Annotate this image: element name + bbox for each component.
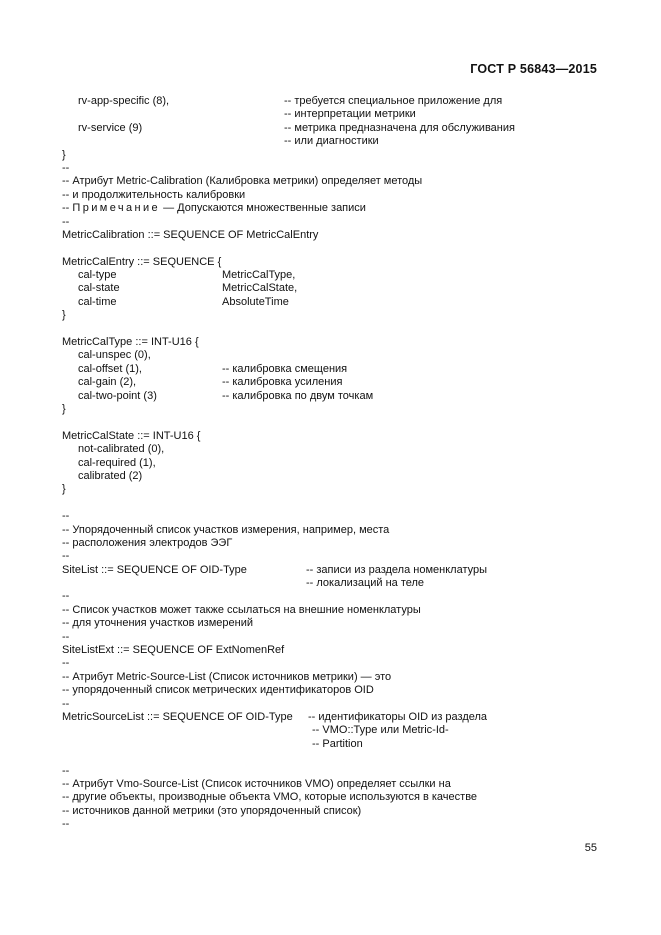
standard-header: ГОСТ Р 56843—2015 <box>470 62 597 76</box>
code-line <box>62 229 602 242</box>
code-line <box>62 778 602 791</box>
code-text: -- источников данной метрики (это упорядоченный список) <box>62 804 362 817</box>
code-line <box>62 175 602 188</box>
code-text: -- <box>62 697 70 710</box>
code-line <box>62 711 602 724</box>
code-line <box>62 269 602 282</box>
code-comment: -- калибровка по двум точкам <box>222 389 374 402</box>
code-text: cal-offset (1), <box>78 362 142 375</box>
code-comment: -- Partition <box>312 737 363 750</box>
code-text: -- для уточнения участков измерений <box>62 617 253 630</box>
code-line <box>62 457 602 470</box>
code-line <box>62 216 602 229</box>
code-text: cal-gain (2), <box>78 376 137 389</box>
code-line <box>62 336 602 349</box>
code-line <box>62 724 602 737</box>
code-comment: -- требуется специальное приложение для <box>284 95 503 107</box>
code-text: -- Атрибут Metric-Calibration (Калибровка метрики) определяет методы <box>62 175 423 188</box>
code-listing <box>62 95 602 831</box>
page-number: 55 <box>584 842 597 854</box>
code-line <box>62 242 602 255</box>
code-line <box>62 550 602 563</box>
code-text: -- Атрибут Vmo-Source-List (Список источников VMO) определяет ссылки на <box>62 777 451 790</box>
code-text: MetricCalibration ::= SEQUENCE OF MetricCalEntry <box>62 228 319 241</box>
code-line <box>62 644 602 657</box>
code-text: -- <box>62 630 70 643</box>
code-text: MetricSourceList ::= SEQUENCE OF OID-Type <box>62 710 293 723</box>
code-line <box>62 189 602 202</box>
code-line <box>62 430 602 443</box>
code-comment: -- локализаций на теле <box>306 577 425 590</box>
code-line <box>62 604 602 617</box>
code-line <box>62 323 602 336</box>
code-line <box>62 564 602 577</box>
code-line <box>62 537 602 550</box>
code-text: MetricCalEntry ::= SEQUENCE { <box>62 255 222 268</box>
code-comment: -- калибровка усиления <box>222 376 343 389</box>
code-line <box>62 376 602 389</box>
code-text: -- <box>62 590 70 603</box>
code-text: } <box>62 148 66 161</box>
code-line <box>62 108 602 121</box>
code-line <box>62 510 602 523</box>
code-text: -- Упорядоченный список участков измерения, например, места <box>62 523 390 536</box>
code-line <box>62 751 602 764</box>
code-line <box>62 671 602 684</box>
code-line <box>62 349 602 362</box>
code-text: -- <box>62 161 70 174</box>
code-text: -- <box>62 550 70 563</box>
code-text: -- и продолжительность калибровки <box>62 188 246 201</box>
code-text: cal-two-point (3) <box>78 389 157 402</box>
code-line <box>62 363 602 376</box>
code-text: SiteListExt ::= SEQUENCE OF ExtNomenRef <box>62 644 285 657</box>
code-line <box>62 282 602 295</box>
code-comment: AbsoluteTime <box>222 295 289 308</box>
code-line <box>62 805 602 818</box>
code-line <box>62 483 602 496</box>
code-text: rv-app-specific (8), <box>78 95 170 107</box>
code-text: } <box>62 309 66 322</box>
code-comment: -- записи из раздела номенклатуры <box>306 563 488 576</box>
code-text: -- <box>62 215 70 228</box>
code-comment: MetricCalType, <box>222 269 296 282</box>
code-text: -- <box>62 764 70 777</box>
code-comment: MetricCalState, <box>222 282 298 295</box>
code-line <box>62 577 602 590</box>
code-text: -- <box>62 510 70 523</box>
code-line <box>62 791 602 804</box>
code-line <box>62 497 602 510</box>
code-comment: -- или диагностики <box>284 135 379 148</box>
code-line <box>62 657 602 670</box>
code-line <box>62 818 602 831</box>
code-text: cal-unspec (0), <box>78 349 151 362</box>
code-comment: -- метрика предназначена для обслуживания <box>284 121 515 134</box>
code-comment: -- интерпретации метрики <box>284 108 416 121</box>
code-line <box>62 122 602 135</box>
code-line <box>62 443 602 456</box>
code-line <box>62 524 602 537</box>
code-text: SiteList ::= SEQUENCE OF OID-Type <box>62 563 247 576</box>
code-line <box>62 738 602 751</box>
code-comment: -- VMO::Type или Metric-Id- <box>312 724 449 737</box>
code-line <box>62 765 602 778</box>
code-line <box>62 95 602 108</box>
code-line <box>62 202 602 215</box>
code-text: -- <box>62 818 70 831</box>
code-line <box>62 416 602 429</box>
code-text: calibrated (2) <box>78 469 143 482</box>
code-comment: -- калибровка смещения <box>222 362 348 375</box>
code-text: MetricCalState ::= INT-U16 { <box>62 429 201 442</box>
code-text: -- Список участков может также ссылаться на внешние номенклатуры <box>62 603 421 616</box>
code-text: not-calibrated (0), <box>78 443 165 456</box>
code-text: } <box>62 483 66 496</box>
note-prefix: -- <box>62 202 73 215</box>
code-line <box>62 617 602 630</box>
code-text: cal-state <box>78 282 120 295</box>
code-line <box>62 149 602 162</box>
code-line <box>62 135 602 148</box>
code-line <box>62 698 602 711</box>
code-line <box>62 470 602 483</box>
code-text: -- расположения электродов ЭЭГ <box>62 536 233 549</box>
code-comment: -- идентификаторы OID из раздела <box>308 710 488 723</box>
code-line <box>62 162 602 175</box>
code-line <box>62 403 602 416</box>
note-line <box>62 202 366 215</box>
note-keyword: Примечание <box>72 202 161 215</box>
code-line <box>62 309 602 322</box>
code-line <box>62 256 602 269</box>
code-line <box>62 631 602 644</box>
code-text: -- <box>62 657 70 670</box>
code-line <box>62 296 602 309</box>
code-text: -- Атрибут Metric-Source-List (Список источников метрики) — это <box>62 670 392 683</box>
code-text: } <box>62 402 66 415</box>
code-text: -- упорядоченный список метрических идентификаторов OID <box>62 684 374 697</box>
code-text: cal-required (1), <box>78 456 156 469</box>
code-line <box>62 684 602 697</box>
code-line <box>62 390 602 403</box>
code-text: rv-service (9) <box>78 121 143 134</box>
code-text: -- другие объекты, производные объекта VMO, которые используются в качестве <box>62 791 478 804</box>
code-text: MetricCalType ::= INT-U16 { <box>62 336 199 349</box>
code-line <box>62 590 602 603</box>
note-text: — Допускаются множественные записи <box>160 202 366 215</box>
code-text: cal-time <box>78 295 117 308</box>
code-text: cal-type <box>78 269 117 282</box>
